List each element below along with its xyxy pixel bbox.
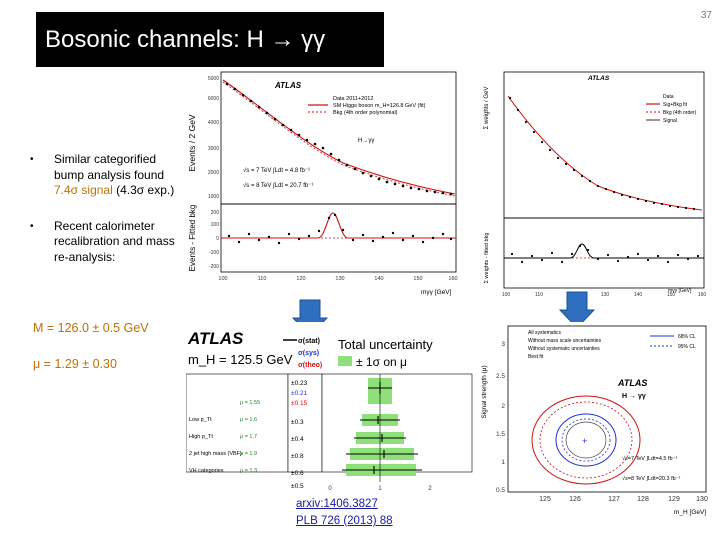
mu-legend-stat: σ(stat) [298, 338, 320, 345]
mu-legend-sys: σ(sys) [298, 350, 320, 357]
bullet-text [54, 152, 180, 199]
result-values [30, 315, 180, 375]
contour-lumi-8tev: √s=8 TeV ∫Ldt=20.3 fb⁻¹ [622, 476, 681, 482]
contour-xlabel: m_H [GeV] [674, 509, 707, 516]
right-atlas-label: ATLAS [588, 75, 610, 82]
right-xtick: 150 [666, 292, 676, 298]
left-ytick: 1000 [207, 194, 219, 200]
left-xtick: 130 [335, 276, 345, 282]
references [296, 496, 393, 530]
error-label: ±0.8 [291, 453, 304, 460]
left-legend-bkg: Bkg (4th order polynomial) [333, 110, 398, 116]
right-xtick: 160 [697, 292, 707, 298]
left-legend-sm: SM Higgs boson m_H=126.8 GeV (fit) [333, 103, 426, 109]
contour-lumi-7tev: √s=7 TeV ∫Ldt=4.5 fb⁻¹ [622, 456, 678, 462]
contour-legend-68: 68% CL [678, 334, 696, 340]
left-ytick-bottom: -100 [208, 250, 219, 256]
contour-ytick: 1 [501, 459, 505, 466]
error-label-theo: ±0.15 [291, 400, 308, 407]
signal-strength-summary-plot [186, 322, 478, 494]
error-label-stat: ±0.23 [291, 380, 308, 387]
mu-result: μ = 1.29 ± 0.30 [33, 357, 117, 371]
error-label: ±0.5 [291, 483, 304, 490]
left-xlabel: mγγ [GeV] [421, 289, 452, 296]
signal-highlight: 7.4σ signal [54, 183, 113, 197]
right-ylabel-top: Σ weights / GeV [484, 86, 490, 130]
bullet-item [30, 219, 180, 266]
mu-one-sigma: ± 1σ on μ [356, 355, 407, 369]
contour-ytick: 0.5 [495, 487, 505, 494]
contour-atlas-label: ATLAS [618, 378, 648, 388]
slide-title: Bosonic channels: H → γγ [36, 12, 384, 67]
contour-xtick: 127 [608, 496, 620, 503]
contour-ytick: 2.5 [495, 373, 505, 380]
left-xtick: 160 [448, 276, 458, 282]
left-atlas-label: ATLAS [275, 81, 302, 90]
mu-xtick: 2 [428, 486, 432, 492]
mu-value-label: μ = 1.3 [240, 468, 258, 474]
error-label: ±0.3 [291, 419, 304, 426]
contour-ytick: 3 [501, 341, 505, 348]
left-ytick-bottom: -200 [208, 264, 219, 270]
mu-category-label: VH categories [189, 468, 224, 474]
right-xlabel: mγγ [GeV] [668, 288, 692, 294]
diphoton-mass-plot-right [478, 68, 716, 300]
bullet-item [30, 152, 180, 199]
mu-category-label: High p_Tt [189, 434, 213, 440]
mass-mu-contour-plot [478, 322, 716, 518]
contour-channel: H → γγ [622, 393, 646, 400]
left-ytick: 2000 [207, 170, 219, 176]
right-xtick: 100 [501, 292, 511, 298]
contour-legend: Best fit [528, 354, 544, 360]
left-xtick: 140 [374, 276, 384, 282]
left-ytick-bottom: 100 [210, 222, 219, 228]
mu-category-label: Low p_Tt [189, 417, 212, 423]
contour-legend: Without systematic uncertainties [528, 346, 600, 352]
error-label: ±0.4 [291, 436, 304, 443]
left-legend-data: Data 2011+2012 [333, 96, 374, 102]
contour-xtick: 129 [668, 496, 680, 503]
left-lumi-8tev: √s = 8 TeV ∫Ldt = 20.7 fb⁻¹ [243, 183, 314, 189]
contour-legend-95: 95% CL [678, 344, 696, 350]
left-ytick: 5000 [207, 76, 219, 82]
mass-result: M = 126.0 ± 0.5 GeV [33, 321, 149, 335]
error-label: ±0.6 [291, 470, 304, 477]
right-xtick: 140 [633, 292, 643, 298]
left-ytick: 4000 [207, 120, 219, 126]
bullet-marker: • [30, 220, 34, 232]
contour-xtick: 126 [569, 496, 581, 503]
bullet-marker: • [30, 154, 34, 165]
mu-xtick: 0 [328, 486, 332, 492]
left-xtick: 120 [296, 276, 306, 282]
right-legend: Data [663, 94, 674, 100]
slide-number: 37 [700, 10, 712, 21]
left-channel: H→γγ [358, 138, 375, 144]
right-xtick: 110 [535, 292, 543, 298]
contour-legend: All systematics [528, 330, 562, 336]
contour-ylabel: Signal strength (μ) [481, 365, 488, 419]
contour-ytick: 2 [501, 403, 505, 410]
right-xtick: 130 [600, 292, 610, 298]
right-legend: Signal [663, 118, 677, 124]
contour-ytick: 1.5 [495, 431, 505, 438]
bullet-text-pre: Similar categorified bump analysis found [54, 152, 165, 182]
mu-value-label: μ = 1.7 [240, 434, 258, 440]
left-ytick-bottom: 0 [216, 236, 219, 242]
contour-xtick: 125 [539, 496, 551, 503]
best-fit-marker: + [582, 436, 588, 446]
mu-value-label: μ = 1.9 [240, 451, 258, 457]
mu-category-label: 2 jet high mass (VBF) [189, 451, 242, 457]
contour-xtick: 128 [637, 496, 649, 503]
bullet-text: Recent calorimeter recalibration and mass re-analysis: [54, 218, 175, 264]
mu-atlas-label: ATLAS [188, 329, 244, 348]
right-legend: Bkg (4th order) [663, 110, 697, 116]
right-legend: Sig+Bkg fit [663, 102, 688, 108]
plb-link[interactable]: PLB 726 (2013) 88 [296, 515, 393, 527]
left-xtick: 150 [413, 276, 423, 282]
mu-total-uncertainty: Total uncertainty [338, 337, 433, 352]
left-ytick-bottom: 200 [210, 210, 219, 216]
left-xtick: 100 [218, 276, 228, 282]
diphoton-mass-plot-left [183, 68, 483, 298]
mu-xtick: 1 [378, 486, 382, 492]
bullet-text-post: (4.3σ exp.) [112, 183, 175, 197]
left-xtick: 110 [257, 276, 267, 282]
left-ylabel-top: Events / 2 GeV [187, 114, 197, 172]
mu-value-label: μ = 1.55 [240, 400, 261, 406]
contour-legend: Without mass scale uncertainties [528, 338, 602, 344]
left-lumi-7tev: √s = 7 TeV ∫Ldt = 4.8 fb⁻¹ [243, 168, 311, 174]
left-ylabel-bottom: Events - Fitted bkg [188, 204, 197, 272]
mu-legend-theo: σ(theo) [298, 362, 323, 369]
bullet-list [30, 152, 180, 285]
arxiv-link[interactable]: arxiv:1406.3827 [296, 498, 378, 510]
contour-xtick: 130 [696, 496, 708, 503]
mu-mass-label: m_H = 125.5 GeV [188, 352, 293, 367]
left-ytick: 3000 [207, 146, 219, 152]
left-ytick: 6000 [207, 96, 219, 102]
right-ylabel-bottom: Σ weights - fitted bkg [484, 232, 490, 284]
mu-value-label: μ = 1.6 [240, 417, 258, 423]
error-label-sys: ±0.21 [291, 390, 308, 397]
